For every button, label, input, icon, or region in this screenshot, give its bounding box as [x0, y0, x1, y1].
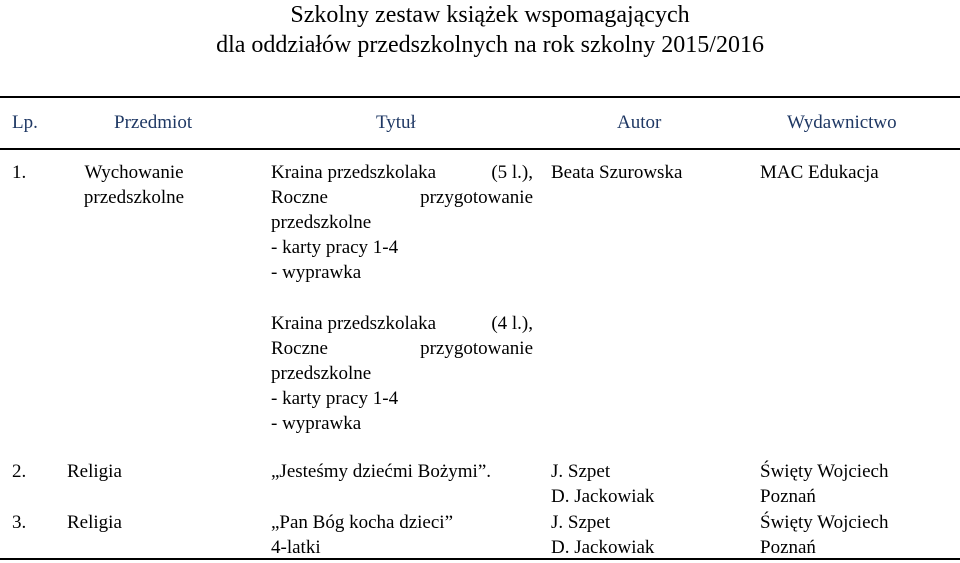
- title-text: przedszkolne: [271, 212, 372, 233]
- title-text: - karty pracy 1-4: [271, 388, 399, 409]
- title-text: (5 l.),: [491, 162, 533, 183]
- author-line: D. Jackowiak: [551, 486, 655, 507]
- publisher-cell: MAC Edukacja: [760, 162, 879, 183]
- subject-line: przedszkolne: [83, 187, 185, 208]
- table-top-border: [0, 96, 960, 98]
- header-bottom-border: [0, 148, 960, 150]
- row-number: 2.: [12, 461, 27, 482]
- document-title-line-1: Szkolny zestaw książek wspomagających: [290, 2, 690, 28]
- title-text: - karty pracy 1-4: [271, 237, 399, 258]
- title-text: - wyprawka: [271, 413, 362, 434]
- publisher-line: Święty Wojciech: [760, 512, 889, 533]
- title-text: Kraina przedszkolaka: [271, 162, 437, 183]
- title-cell: „Jesteśmy dziećmi Bożymi”.: [271, 461, 492, 482]
- publisher-line: Poznań: [760, 537, 816, 558]
- table-bottom-border: [0, 558, 960, 560]
- header-subject: Przedmiot: [114, 112, 193, 133]
- title-text: (4 l.),: [491, 313, 533, 334]
- publisher-line: Poznań: [760, 486, 816, 507]
- author-cell: Beata Szurowska: [551, 162, 683, 183]
- row-number: 1.: [12, 162, 27, 183]
- header-author: Autor: [617, 112, 662, 133]
- header-title: Tytuł: [376, 112, 416, 133]
- title-line: „Pan Bóg kocha dzieci”: [271, 512, 454, 533]
- title-line: [271, 160, 533, 185]
- title-text: przygotowanie: [420, 338, 533, 359]
- title-text: przygotowanie: [420, 187, 533, 208]
- header-lp: Lp.: [12, 112, 38, 133]
- row-number: 3.: [12, 512, 27, 533]
- title-text: - wyprawka: [271, 262, 362, 283]
- document-title-line-2: dla oddziałów przedszkolnych na rok szkolny 2015/2016: [216, 32, 764, 58]
- title-line: [271, 185, 533, 210]
- subject-cell: [60, 160, 208, 210]
- title-line: 4-latki: [271, 537, 321, 558]
- subject-cell: Religia: [67, 461, 122, 482]
- publisher-line: Święty Wojciech: [760, 461, 889, 482]
- title-text: Kraina przedszkolaka: [271, 313, 437, 334]
- author-line: J. Szpet: [551, 461, 611, 482]
- title-text: Roczne: [271, 338, 328, 359]
- subject-cell: Religia: [67, 512, 122, 533]
- title-line: [271, 311, 533, 336]
- author-line: J. Szpet: [551, 512, 611, 533]
- title-text: przedszkolne: [271, 363, 372, 384]
- title-line: [271, 336, 533, 361]
- header-publisher: Wydawnictwo: [787, 112, 897, 133]
- subject-line: Wychowanie: [84, 162, 184, 183]
- author-line: D. Jackowiak: [551, 537, 655, 558]
- title-text: Roczne: [271, 187, 328, 208]
